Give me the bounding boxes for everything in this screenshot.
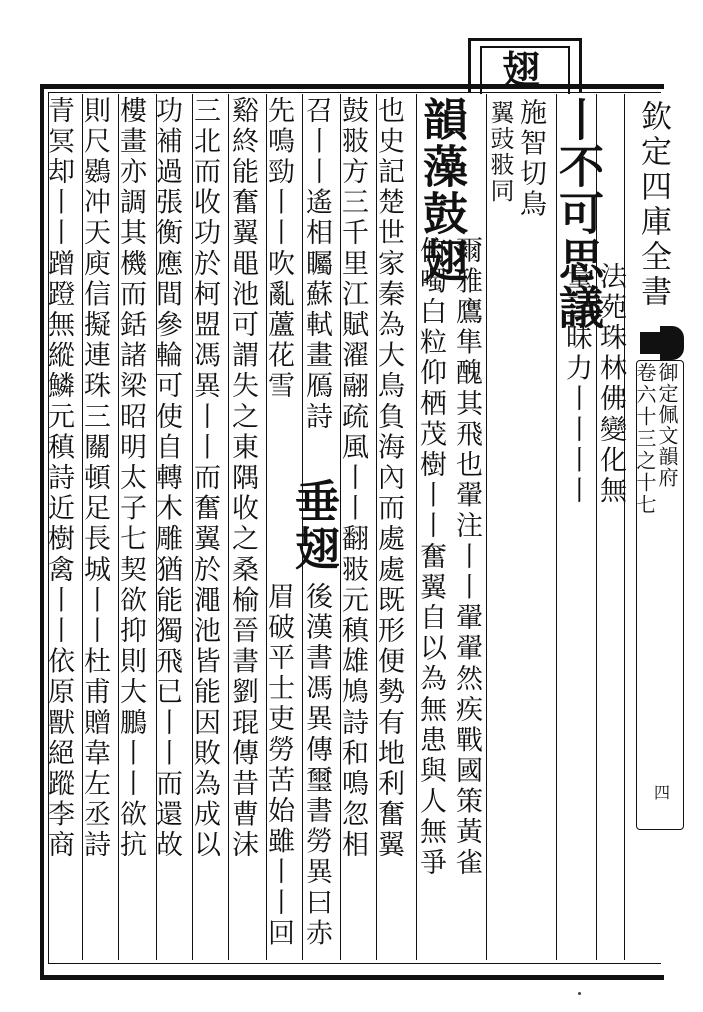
text-column: 樓畫亦調其機而銛諸梁昭明太子七契欲抑則大鵬丨丨欲抗 [115,96,146,861]
column-rule [486,94,487,960]
text-column: 爾雅鷹隼醜其飛也翬注丨丨翬翬然疾戰國策黃雀 [451,236,482,879]
text-column: 召丨丨遙相矚蘇軾畫鴈詩 [301,96,332,433]
text-column: 韻藻鼓翅 [415,96,468,284]
book-title: 欽定四庫全書 [635,100,671,310]
text-column: 也史記楚世家秦為大鳥負海內而處處既形便勢有地利奮翼 [373,96,404,861]
text-column: 俯噣白粒仰栖茂樹丨丨奮翼自以為無患與人無爭 [415,236,446,879]
margin-volume: 卷六十三之十七 [633,362,657,516]
speck [578,992,581,995]
text-column: 則尺鷃冲天庾信擬連珠三關頓足長城丨丨杜甫贈韋左丞詩 [79,96,110,861]
text-column: 翼豉翄同 [486,100,514,204]
text-column: 鼓翄方三千里江賦濯翮疏風丨丨翻翄元稹雄鳩詩和鳴忽相 [337,96,368,861]
text-column: 三北而收功於柯盟馮異丨丨而奮翼於澠池皆能因敗為成以 [189,96,220,861]
column-rule [624,94,625,960]
page-number: 四 [654,783,671,802]
text-column: 眉破平士吏勞苦始雖丨丨回 [263,582,294,950]
text-column: 先鳴勁丨丨吹亂蘆花雪 [263,96,294,402]
text-column: 丨不可思議 [551,96,604,331]
text-column: 功補過張衡應間參輪可使自轉木雕猶能獨飛已丨丨而還故 [151,96,182,861]
fishtail-mark [660,326,684,360]
tab-heading-char: 翅 [501,47,540,92]
margin-subtitle: 御定佩文韻府 [655,362,679,488]
text-column: 垂翅 [287,478,340,572]
text-column: 青冥却丨丨蹭蹬無縱鱗元稹詩近樹禽丨丨依原獸絕蹤李商 [43,96,74,861]
text-column: 法苑珠林佛變化無 [595,262,626,507]
text-column: 後漢書馮異傳璽書勞異曰赤 [301,582,332,950]
text-column: 谿終能奮翼黽池可謂失之東隅收之桑榆晉書劉琨傳昔曹沫 [227,96,258,861]
text-column: 施智切鳥 [515,98,546,221]
text-column: 量三昧力丨丨丨丨 [561,262,592,507]
